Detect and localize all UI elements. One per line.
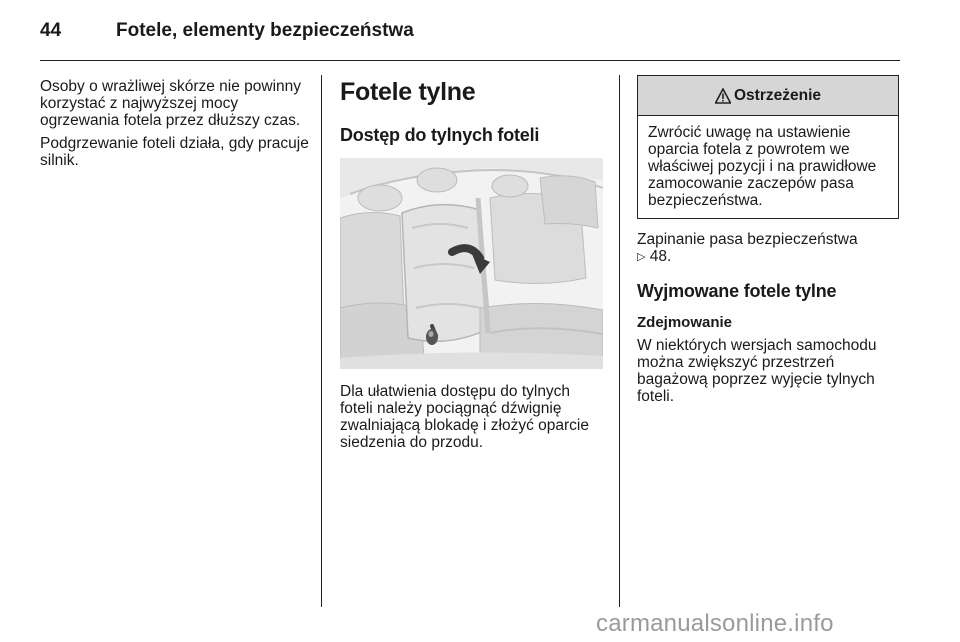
seatbelt-reference [637,231,900,266]
column-left [40,78,312,175]
page-header [40,16,900,50]
page-number: 44 [40,20,62,41]
column-middle [340,78,605,457]
page-reference-icon: ▷ [637,251,646,263]
warning-header [638,76,898,116]
warning-text: Zwrócić uwagę na ustawienie oparcia fotela z powrotem we właściwej pozycji i na prawidłowe zamocowanie zaczepów pasa bezpieczeństwa. [648,124,877,209]
chapter-title: Fotele, elementy bezpieczeństwa [116,20,414,41]
watermark: carmanualsonline.info [596,610,834,637]
column-divider-right [619,75,620,607]
column-right [637,78,900,411]
seatbelt-reference-page: 48. [649,248,672,265]
rear-seats-illustration [340,158,603,369]
column-divider-left [321,75,322,607]
removal-subheading: Zdejmowanie [637,314,733,331]
section-subheading: Dostęp do tylnych foteli [340,125,540,145]
seat-heating-engine-note: Podgrzewanie foteli działa, gdy pracuje silnik. [40,135,309,169]
warning-triangle-icon [715,88,731,104]
seat-heating-note: Osoby o wrażliwej skórze nie powinny korzystać z najwyższej mocy ogrzewania fotela przez dłuższy czas. [40,78,302,129]
section-heading: Fotele tylne [340,78,476,106]
header-rule [40,60,900,61]
warning-box [637,75,899,219]
removal-text: W niektórych wersjach samochodu można zwiększyć przestrzeń bagażową poprzez wyjęcie tylnych foteli. [637,337,877,405]
removable-seats-heading: Wyjmowane fotele tylne [637,281,837,301]
seatbelt-reference-text: Zapinanie pasa bezpieczeństwa [637,231,858,248]
figure-caption: Dla ułatwienia dostępu do tylnych foteli należy pociągnąć dźwignię zwalniającą blokadę i złożyć oparcie siedzenia do przodu. [340,383,589,451]
warning-title: Ostrzeżenie [733,87,821,104]
